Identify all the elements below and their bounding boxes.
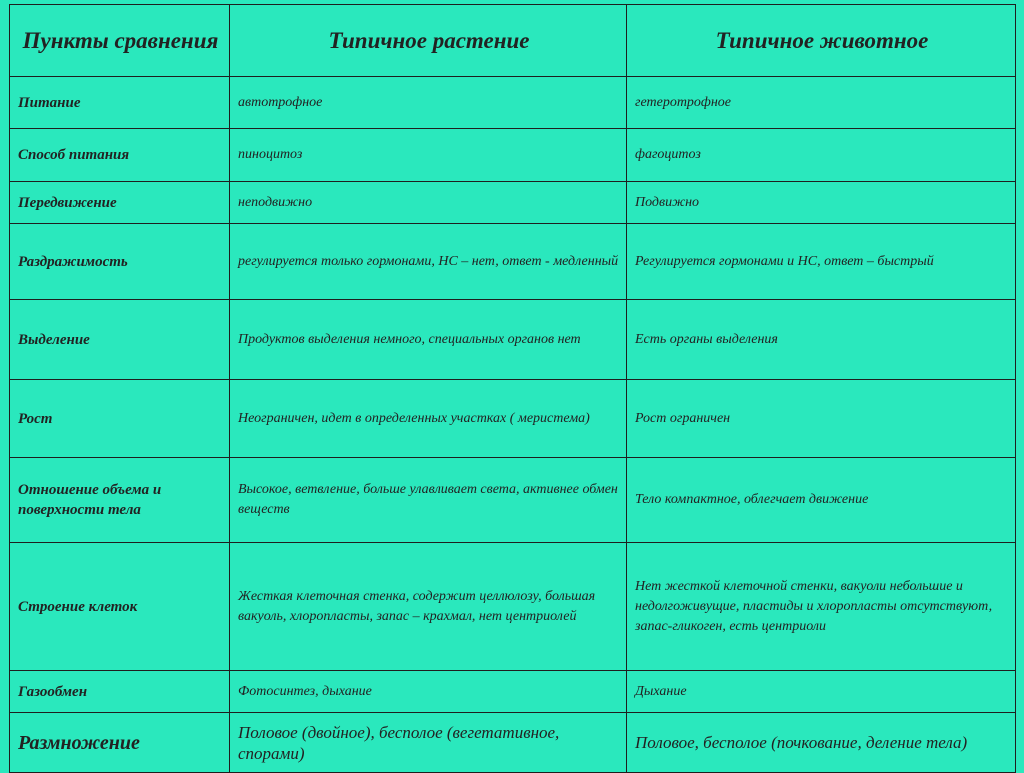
- comparison-table: [9, 4, 1016, 773]
- table-row: [10, 224, 1016, 300]
- header-plant: Типичное растение: [230, 5, 627, 77]
- animal-cell: Половое, бесполое (почкование, деление тела): [627, 713, 1016, 773]
- plant-cell: Фотосинтез, дыхание: [230, 671, 627, 713]
- criterion-cell: Отношение объема и поверхности тела: [10, 458, 230, 543]
- animal-cell: гетеротрофное: [627, 77, 1016, 129]
- plant-cell: пиноцитоз: [230, 129, 627, 182]
- plant-cell: Высокое, ветвление, больше улавливает света, активнее обмен веществ: [230, 458, 627, 543]
- header-criteria: Пункты сравнения: [10, 5, 230, 77]
- criterion-cell: Выделение: [10, 300, 230, 380]
- animal-cell: Тело компактное, облегчает движение: [627, 458, 1016, 543]
- plant-cell: автотрофное: [230, 77, 627, 129]
- header-row: [10, 5, 1016, 77]
- plant-cell: Продуктов выделения немного, специальных органов нет: [230, 300, 627, 380]
- table-row: [10, 129, 1016, 182]
- header-animal: Типичное животное: [627, 5, 1016, 77]
- table-row: [10, 671, 1016, 713]
- table-row: [10, 182, 1016, 224]
- animal-cell: Подвижно: [627, 182, 1016, 224]
- plant-cell: неподвижно: [230, 182, 627, 224]
- plant-cell: Неограничен, идет в определенных участках ( меристема): [230, 380, 627, 458]
- plant-cell: Жесткая клеточная стенка, содержит целлюлозу, большая вакуоль, хлоропласты, запас – крахмал, нет центриолей: [230, 543, 627, 671]
- table-row: [10, 543, 1016, 671]
- table-row: [10, 458, 1016, 543]
- criterion-cell: Питание: [10, 77, 230, 129]
- criterion-cell: Раздражимость: [10, 224, 230, 300]
- table-row: [10, 300, 1016, 380]
- criterion-cell: Способ питания: [10, 129, 230, 182]
- criterion-cell: Строение клеток: [10, 543, 230, 671]
- plant-cell: регулируется только гормонами, НС – нет, ответ - медленный: [230, 224, 627, 300]
- plant-cell: Половое (двойное), бесполое (вегетативное, спорами): [230, 713, 627, 773]
- table-row: [10, 380, 1016, 458]
- criterion-cell: Рост: [10, 380, 230, 458]
- animal-cell: Дыхание: [627, 671, 1016, 713]
- animal-cell: Рост ограничен: [627, 380, 1016, 458]
- table-row: [10, 713, 1016, 773]
- criterion-cell: Газообмен: [10, 671, 230, 713]
- animal-cell: Регулируется гормонами и НС, ответ – быстрый: [627, 224, 1016, 300]
- table-row: [10, 77, 1016, 129]
- animal-cell: Нет жесткой клеточной стенки, вакуоли небольшие и недолгоживущие, пластиды и хлоропласты отсутствуют, запас-гликоген, есть центриоли: [627, 543, 1016, 671]
- criterion-cell: Размножение: [10, 713, 230, 773]
- animal-cell: фагоцитоз: [627, 129, 1016, 182]
- animal-cell: Есть органы выделения: [627, 300, 1016, 380]
- criterion-cell: Передвижение: [10, 182, 230, 224]
